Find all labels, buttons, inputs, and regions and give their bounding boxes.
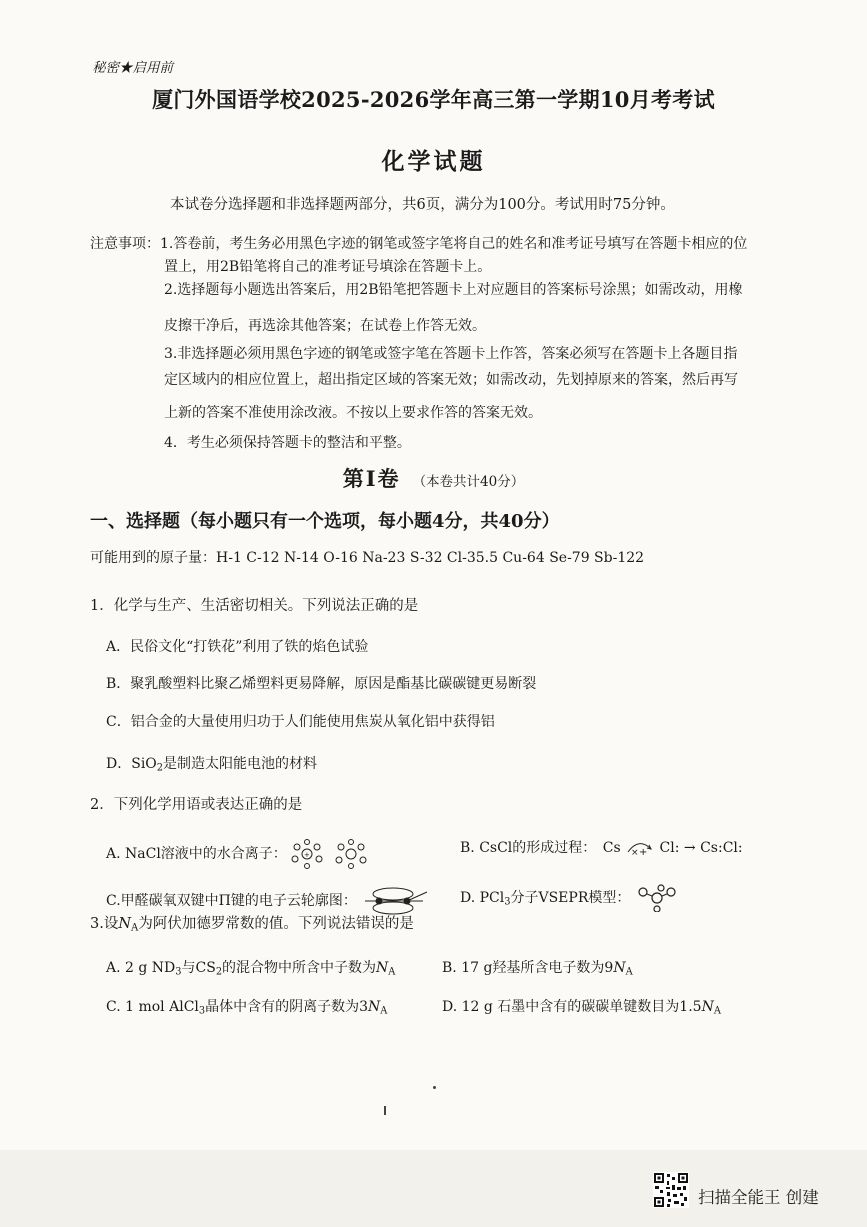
part-label: 第Ⅰ卷 <box>342 466 401 491</box>
scan-speck <box>433 1086 436 1089</box>
question-3-stem: 3.设$N_A$为阿伏加德罗常数的值。下列说法错误的是 <box>90 916 414 934</box>
question-1-option-a: A．民俗文化“打铁花”利用了铁的焰色试验 <box>106 639 369 655</box>
electron-transfer-arrow-icon <box>625 839 655 857</box>
exam-subject: 化学试题 <box>381 148 486 175</box>
atomic-masses: 可能用到的原子量：H-1 C-12 N-14 O-16 Na-23 S-32 Cl-35.5 Cu-64 Se-79 Sb-122 <box>90 550 645 566</box>
question-2-option-a: A. NaCl溶液中的水合离子： + <box>106 839 375 869</box>
scan-speck <box>384 1106 386 1115</box>
reaction-arrow: → <box>683 840 696 856</box>
question-2-option-b: B. CsCl的形成过程： Cs × + Cl: → Cs:Cl: <box>460 840 743 857</box>
note-4: 4．考生必须保持答题卡的整洁和平整。 <box>164 435 411 451</box>
note-1-line-1: 注意事项：1.答卷前，考生务必用黑色字迹的钢笔或签字笔将自己的姓名和准考证号填写在答题卡相应的位 <box>90 236 748 252</box>
vsepr-model-icon <box>635 884 679 912</box>
note-3-line-1: 3.非选择题必须用黑色字迹的钢笔或签字笔在答题卡上作答，答案必须写在答题卡上各题目指 <box>164 346 738 362</box>
hydrated-ions-icon <box>291 839 375 869</box>
svg-text:×: × <box>631 848 639 857</box>
question-2-stem: 2．下列化学用语或表达正确的是 <box>90 797 303 813</box>
note-1-line-2: 置上，用2B铅笔将自己的准考证号填涂在答题卡上。 <box>164 259 492 275</box>
question-2-option-d: D. PCl$_3$分子VSEPR模型： <box>460 884 679 912</box>
question-3-option-b: B. 17 g羟基所含电子数为$9N_A$ <box>442 960 633 978</box>
scanner-watermark: 扫描全能王 创建 <box>698 1188 819 1207</box>
confidential-label: 秘密★启用前 <box>92 60 173 76</box>
exam-intro: 本试卷分选择题和非选择题两部分，共6页，满分为100分。考试用时75分钟。 <box>170 197 675 213</box>
pi-bond-orbital-icon <box>361 884 431 918</box>
cscl-formation-equation: Cs × + Cl: → Cs:Cl: <box>602 840 743 857</box>
qr-code-icon <box>653 1172 689 1208</box>
note-2-line-2: 皮擦干净后，再选涂其他答案；在试卷上作答无效。 <box>164 318 486 334</box>
part-score: （本卷共计40分） <box>412 474 525 490</box>
note-3-line-3: 上新的答案不准使用涂改液。不按以上要求作答的答案无效。 <box>164 405 542 421</box>
question-1-option-d: D．SiO$_2$是制造太阳能电池的材料 <box>106 756 318 774</box>
question-1-option-b: B．聚乳酸塑料比聚乙烯塑料更易降解，原因是酯基比碳碳键更易断裂 <box>106 676 537 692</box>
note-2-line-1: 2.选择题每小题选出答案后，用2B铅笔把答题卡上对应题目的答案标号涂黑；如需改动，用橡 <box>164 282 743 298</box>
question-3-option-c: C. 1 mol AlCl$_3$晶体中含有的阴离子数为$3N_A$ <box>106 999 388 1017</box>
question-2-option-c: C.甲醛碳氧双键中Π键的电子云轮廓图： <box>106 884 431 918</box>
question-1-stem: 1．化学与生产、生活密切相关。下列说法正确的是 <box>90 598 419 614</box>
question-3-option-a: A. 2 g $ND_3$与$CS_2$的混合物中所含中子数为$N_A$ <box>106 960 396 978</box>
question-1-option-c: C．铝合金的大量使用归功于人们能使用焦炭从氧化铝中获得铝 <box>106 714 495 730</box>
part-heading <box>0 468 867 490</box>
svg-text:+: + <box>304 851 311 859</box>
question-3-option-d: D. 12 g 石墨中含有的碳碳单键数目为$1.5N_A$ <box>442 999 721 1017</box>
section-title: 一、选择题（每小题只有一个选项，每小题4分，共40分） <box>90 511 560 532</box>
note-3-line-2: 定区域内的相应位置上，超出指定区域的答案无效；如需改动，先划掉原来的答案，然后再写 <box>164 372 738 388</box>
exam-title: 厦门外国语学校2025-2026学年高三第一学期10月考考试 <box>152 87 715 112</box>
svg-text:+: + <box>639 847 648 857</box>
